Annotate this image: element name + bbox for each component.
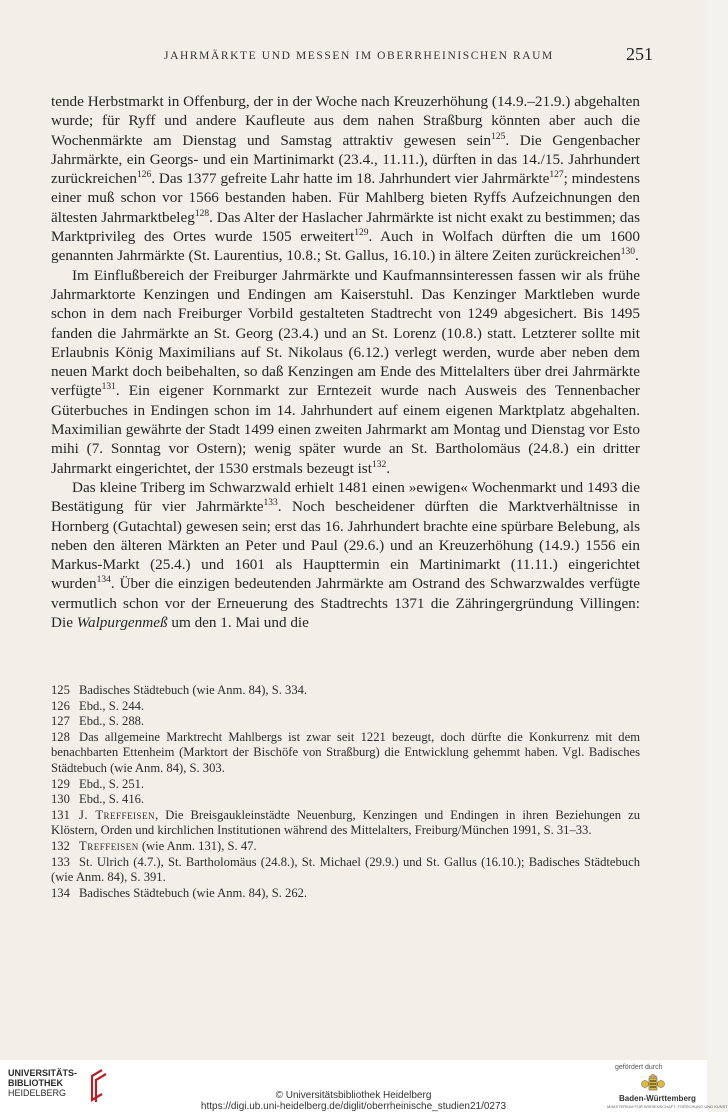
permalink[interactable]: https://digi.ub.uni-heidelberg.de/diglit/oberrheinische_studien21/0273 bbox=[200, 1101, 507, 1112]
footnote-ref[interactable]: 133 bbox=[263, 498, 278, 509]
footnote-ref[interactable]: 132 bbox=[371, 459, 387, 470]
footnote-number: 134 bbox=[51, 885, 70, 900]
library-logo-icon bbox=[86, 1068, 108, 1104]
footnote-number: 127 bbox=[51, 714, 70, 729]
running-title: JAHRMÄRKTE UND MESSEN IM OBERRHEINISCHEN RAUM bbox=[164, 50, 554, 62]
footnote-ref[interactable]: 130 bbox=[620, 247, 636, 258]
footnote: 130 Ebd., S. 416. bbox=[51, 792, 145, 807]
footnote-number: 126 bbox=[51, 698, 70, 713]
footnote: 133 St. Ulrich (4.7.), St. Bartholomäus (24.8.), St. Michael (29.9.) und St. Gallus (16.10.); Badisches Städtebuch (wie Anm. 84), S. 391. bbox=[51, 854, 640, 885]
footnote-number: 128 bbox=[51, 729, 70, 744]
footnote-ref[interactable]: 134 bbox=[96, 575, 111, 586]
footnote: 132 Treffeisen (wie Anm. 131), S. 47. bbox=[51, 838, 257, 853]
copyright: © Universitätsbibliothek Heidelberg bbox=[275, 1090, 432, 1101]
footnote-ref[interactable]: 127 bbox=[549, 170, 564, 181]
ub-heidelberg-logo[interactable]: UNIVERSITÄTS- BIBLIOTHEK HEIDELBERG bbox=[8, 1068, 128, 1106]
footnote-number: 130 bbox=[51, 792, 70, 807]
running-header bbox=[52, 44, 655, 68]
footnote-ref[interactable]: 129 bbox=[354, 228, 369, 239]
bw-funding-logo[interactable]: gefördert durch Baden-Württemberg MINISTERIUM FÜR WISSENSCHAFT, FORSCHUNG UND KUNST bbox=[607, 1064, 728, 1109]
footnote: 128 Das allgemeine Marktrecht Mahlbergs ist zwar seit 1221 bezeugt, doch dürfte die Konkurrenz mit dem benachbarten Ettenheim (Marktort der Bischöfe von Straßburg) die Entwicklung gehemmt haben. Vgl. Badisches Städtebuch (wie Anm. 84), S. 303. bbox=[51, 729, 640, 775]
digitization-footer bbox=[0, 1060, 728, 1112]
footnote: 129 Ebd., S. 251. bbox=[51, 776, 145, 791]
footnote: 127 Ebd., S. 288. bbox=[51, 714, 145, 729]
footnote-number: 131 bbox=[51, 807, 70, 822]
footnote-author: Treffeisen bbox=[79, 838, 139, 853]
coat-of-arms-icon bbox=[640, 1074, 666, 1094]
footnote-number: 129 bbox=[51, 776, 70, 791]
footnote-ref[interactable]: 128 bbox=[194, 208, 210, 219]
footnote-number: 132 bbox=[51, 838, 70, 853]
footnote-author: J. Treffeisen bbox=[79, 807, 156, 822]
paragraph-1: tende Herbstmarkt in Offenburg, der in der Woche nach Kreuzerhöhung (14.9.–21.9.) abgehalten wurde; für Ryff und andere Kaufleute aus dem nahen Straßburg könnten aber auch die Wochenmärkte am Dienstag und Samstag attraktiv gewesen sein$^{125}$. Die Gengenbacher Jahrmärkte, ein Georgs- und ein Martinimarkt (23.4., 11.11.), dürften in das 14./15. Jahrhundert zurückreichen$^{126}$. Das 1377 gefreite Lahr hatte im 18. Jahrhundert vier Jahrmärkte$^{127}$; mindestens einer muß schon vor 1566 bestanden haben. Für Mahlberg bieten Ryffs Aufzeichnungen den ältesten Jahrmarktbeleg$^{128}$. Das Alter der Haslacher Jahrmärkte ist nicht exakt zu bestimmen; das Marktprivileg des Ortes wurde 1505 erweitert$^{129}$. Auch in Wolfach dürften die um 1600 genannten Jahrmärkte (St. Laurentius, 10.8.; St. Gallus, 16.10.) in ältere Zeiten zurückreichen$^{130}$. bbox=[51, 93, 640, 265]
main-text bbox=[51, 92, 640, 632]
footnote-ref[interactable]: 126 bbox=[137, 170, 152, 181]
footnote: 126 Ebd., S. 244. bbox=[51, 698, 145, 713]
footnote-number: 125 bbox=[51, 683, 70, 697]
footnote: 125 Badisches Städtebuch (wie Anm. 84), S. 334. bbox=[51, 683, 308, 697]
page-number: 251 bbox=[626, 44, 653, 64]
footnote: 131 J. Treffeisen, Die Breisgaukleinstädte Neuenburg, Kenzingen und Endingen in ihren Beziehungen zu Klöstern, Orden und kirchlichen Institutionen während des Mittelalters, Freiburg/München 1991, S. 31–33. bbox=[51, 807, 640, 838]
footnote-number: 133 bbox=[51, 854, 70, 869]
footnotes bbox=[51, 683, 640, 901]
paragraph-3: Das kleine Triberg im Schwarzwald erhielt 1481 einen »ewigen« Wochenmarkt und 1493 die Bestätigung für vier Jahrmärkte$^{133}$. Noch bescheidener dürften die Marktverhältnisse in Hornberg (Gutachtal) gewesen sein; erst das 16. Jahrhundert brachte eine spürbare Belebung, als neben den älteren Märkten an Peter und Paul (29.6.) und an Kreuzerhöhung (14.9.) 1556 ein Markus-Markt (25.4.) und 1601 als Haupttermin ein Martinimarkt (11.11.) eingerichtet wurden$^{134}$. Über die einzigen bedeutenden Jahrmärkte am Ostrand des Schwarzwaldes verfügte vermutlich schon vor der Erneuerung des Stadtrechts 1371 die Zähringergründung Villingen: Die Walpurgenmeß um den 1. Mai und die bbox=[51, 478, 640, 632]
footnote-ref[interactable]: 131 bbox=[101, 382, 116, 393]
footnote-ref[interactable]: 125 bbox=[491, 131, 506, 142]
credit-line bbox=[160, 1090, 547, 1112]
footnote: 134 Badisches Städtebuch (wie Anm. 84), S. 262. bbox=[51, 885, 308, 900]
emphasized-term: Walpurgenmeß bbox=[76, 614, 168, 632]
paragraph-2: Im Einflußbereich der Freiburger Jahrmärkte und Kaufmannsinteressen fassen wir als frühe Jahrmarktorte Kenzingen und Endingen am Kaiserstuhl. Das Kenzinger Marktleben wurde schon in dem nach Freiburger Vorbild gestalteten Stadtrecht von 1249 abgesichert. Bis 1495 fanden die Jahrmärkte an St. Georg (23.4.) und an St. Lorenz (10.8.) statt. Letzterer sollte mit Erlaubnis König Maximilians auf St. Nikolaus (6.12.) verlegt werden, wurde aber neben dem neuen Markt doch beibehalten, so daß Kenzingen am Ende des Mittelalters über drei Jahrmärkte verfügte$^{131}$. Ein eigener Kornmarkt zur Erntezeit wurde nach Ausweis des Tennenbacher Güterbuches in Endingen schon im 14. Jahrhundert auf einem eigenen Marktplatz abgehalten. Maximilian gewährte der Stadt 1499 einen zweiten Jahrmarkt am Montag und Dienstag vor Esto mihi (7. Sonntag vor Ostern); wenig später wurde an St. Bartholomäus (24.8.) ein dritter Jahrmarkt eingerichtet, der 1530 erstmals bezeugt ist$^{132}$. bbox=[51, 266, 640, 477]
